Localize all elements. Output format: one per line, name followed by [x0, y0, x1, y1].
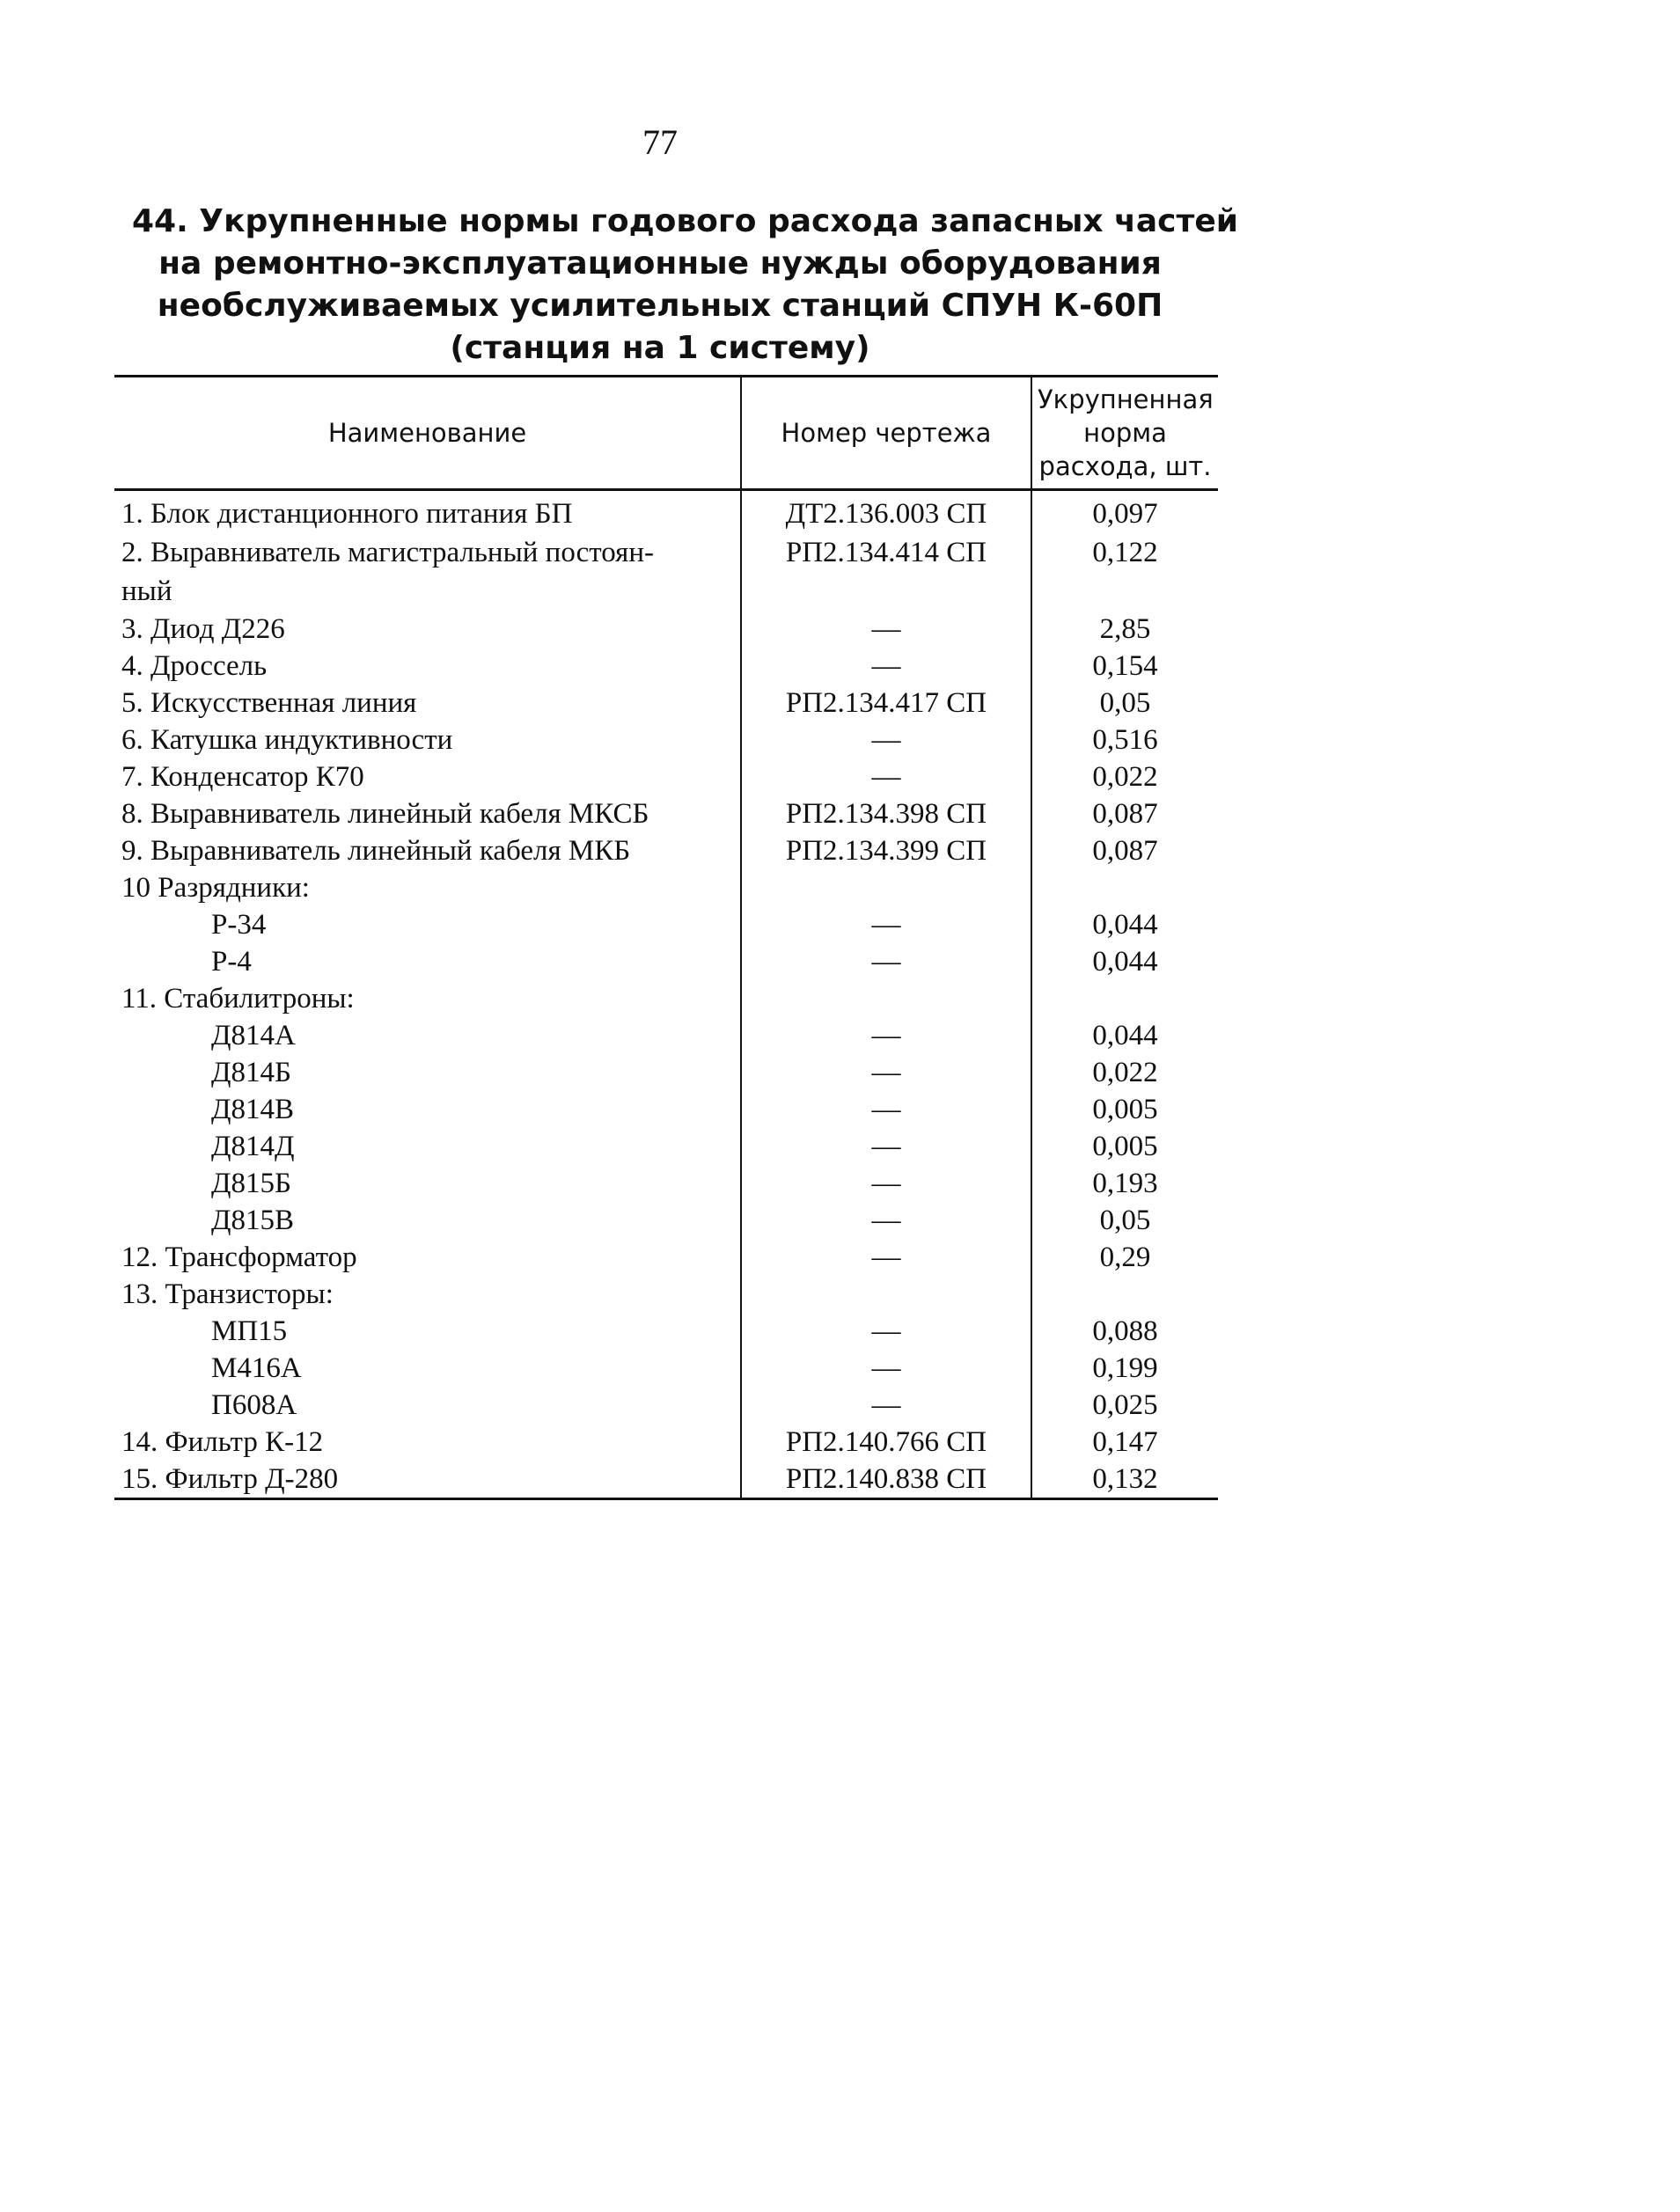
- cell-name: Д814В: [211, 1094, 295, 1125]
- cell-drawing: [741, 980, 1031, 1017]
- cell-norm: [1031, 980, 1218, 1017]
- table-header-row: [114, 377, 1218, 490]
- cell-drawing: [741, 869, 1031, 906]
- cell-norm: 0,025: [1031, 1387, 1218, 1424]
- cell-norm: 0,044: [1031, 943, 1218, 980]
- cell-name: 8. Выравниватель линейный кабеля МКСБ: [121, 798, 649, 830]
- cell-norm: [1031, 1276, 1218, 1313]
- cell-name: 4. Дроссель: [121, 650, 268, 682]
- cell-name: 1. Блок дистанционного питания БП: [121, 498, 573, 530]
- cell-norm: 0,097: [1031, 490, 1218, 534]
- table-row: [114, 980, 1218, 1017]
- spare-parts-table: [114, 375, 1218, 1500]
- cell-drawing: —: [741, 906, 1031, 943]
- cell-norm: 0,044: [1031, 1017, 1218, 1054]
- header-norm-line: норма: [1083, 418, 1167, 448]
- cell-name: 10 Разрядники:: [121, 872, 310, 904]
- cell-drawing: —: [741, 648, 1031, 685]
- table-row: [114, 1424, 1218, 1461]
- title-line: 44. Укрупненные нормы годового расхода запасных частей: [132, 203, 1238, 239]
- page-number: 77: [642, 122, 678, 162]
- title-line: (станция на 1 систему): [450, 330, 870, 366]
- header-norm-line: расхода, шт.: [1038, 451, 1212, 481]
- cell-norm: 0,005: [1031, 1091, 1218, 1128]
- cell-drawing: РП2.134.399 СП: [741, 832, 1031, 869]
- header-norm-line: Укрупненная: [1038, 385, 1214, 414]
- table-row: [114, 648, 1218, 685]
- cell-drawing: —: [741, 1387, 1031, 1424]
- cell-name: [114, 533, 741, 611]
- header-norm: [1031, 377, 1218, 490]
- cell-drawing: —: [741, 1128, 1031, 1165]
- cell-name: Д814А: [211, 1020, 296, 1051]
- cell-norm: 0,087: [1031, 832, 1218, 869]
- table-row: [114, 1165, 1218, 1202]
- table-row: [114, 906, 1218, 943]
- cell-drawing: —: [741, 758, 1031, 795]
- table-row: [114, 1054, 1218, 1091]
- cell-norm: 0,132: [1031, 1461, 1218, 1499]
- table-row: [114, 490, 1218, 534]
- table-row: [114, 869, 1218, 906]
- table-row: [114, 943, 1218, 980]
- cell-drawing: РП2.134.398 СП: [741, 795, 1031, 832]
- cell-drawing: —: [741, 611, 1031, 648]
- cell-drawing: —: [741, 1239, 1031, 1276]
- cell-drawing: —: [741, 1165, 1031, 1202]
- cell-drawing: —: [741, 1017, 1031, 1054]
- cell-norm: 0,022: [1031, 1054, 1218, 1091]
- cell-name: Р-4: [211, 946, 252, 978]
- cell-norm: 0,199: [1031, 1350, 1218, 1387]
- table-row: [114, 533, 1218, 611]
- title-line: на ремонтно-эксплуатационные нужды оборудования: [158, 245, 1162, 282]
- cell-drawing: РП2.134.414 СП: [741, 533, 1031, 611]
- cell-norm: 0,147: [1031, 1424, 1218, 1461]
- cell-name: 12. Трансформатор: [121, 1242, 357, 1273]
- cell-drawing: —: [741, 1350, 1031, 1387]
- cell-drawing: —: [741, 1202, 1031, 1239]
- cell-drawing: —: [741, 943, 1031, 980]
- cell-name: Д814Б: [211, 1057, 291, 1088]
- cell-norm: 2,85: [1031, 611, 1218, 648]
- cell-norm: 0,088: [1031, 1313, 1218, 1350]
- cell-drawing: РП2.140.838 СП: [741, 1461, 1031, 1499]
- cell-drawing: —: [741, 1091, 1031, 1128]
- cell-name: 5. Искусственная линия: [121, 687, 417, 719]
- cell-norm: [1031, 869, 1218, 906]
- cell-norm: 0,087: [1031, 795, 1218, 832]
- title-line: необслуживаемых усилительных станций СПУН К-60П: [157, 288, 1163, 324]
- cell-name: МП15: [211, 1315, 288, 1347]
- cell-norm: 0,154: [1031, 648, 1218, 685]
- cell-name: Д815В: [211, 1205, 295, 1236]
- table-row: [114, 1350, 1218, 1387]
- table-row: [114, 1128, 1218, 1165]
- cell-name: Д815Б: [211, 1168, 291, 1199]
- cell-norm: 0,193: [1031, 1165, 1218, 1202]
- table-row: [114, 758, 1218, 795]
- cell-name: Р-34: [211, 909, 267, 941]
- table-row: [114, 795, 1218, 832]
- table-row: [114, 1461, 1218, 1499]
- cell-drawing: —: [741, 1054, 1031, 1091]
- cell-drawing: [741, 1276, 1031, 1313]
- header-drawing-number: Номер чертежа: [741, 377, 1031, 490]
- cell-name: 7. Конденсатор К70: [121, 761, 364, 793]
- cell-drawing: —: [741, 1313, 1031, 1350]
- cell-name: 13. Транзисторы:: [121, 1278, 334, 1310]
- table-row: [114, 1202, 1218, 1239]
- cell-name: 15. Фильтр Д-280: [114, 1461, 741, 1499]
- table-row: [114, 832, 1218, 869]
- cell-norm: 0,044: [1031, 906, 1218, 943]
- cell-norm: 0,29: [1031, 1239, 1218, 1276]
- cell-drawing: ДТ2.136.003 СП: [741, 490, 1031, 534]
- cell-name-line: ный: [121, 575, 172, 607]
- table-row: [114, 611, 1218, 648]
- table-row: [114, 1091, 1218, 1128]
- table-row: [114, 685, 1218, 721]
- cell-name-line: 2. Выравниватель магистральный постоян-: [121, 537, 654, 568]
- cell-name: 14. Фильтр К-12: [121, 1426, 324, 1458]
- table-row: [114, 1387, 1218, 1424]
- cell-norm: 0,05: [1031, 1202, 1218, 1239]
- cell-name: Д814Д: [211, 1131, 295, 1162]
- table-row: [114, 1017, 1218, 1054]
- cell-name: 3. Диод Д226: [121, 613, 285, 645]
- cell-name: М416А: [211, 1352, 302, 1384]
- table-row: [114, 1239, 1218, 1276]
- cell-name: 11. Стабилитроны:: [121, 983, 355, 1014]
- cell-norm: 0,516: [1031, 721, 1218, 758]
- cell-name: 9. Выравниватель линейный кабеля МКБ: [121, 835, 631, 867]
- cell-drawing: РП2.134.417 СП: [741, 685, 1031, 721]
- table-row: [114, 1313, 1218, 1350]
- cell-norm: 0,122: [1031, 533, 1218, 611]
- cell-drawing: —: [741, 721, 1031, 758]
- cell-norm: 0,005: [1031, 1128, 1218, 1165]
- cell-norm: 0,05: [1031, 685, 1218, 721]
- header-name: Наименование: [327, 418, 527, 448]
- table-title: [132, 201, 1238, 370]
- cell-norm: 0,022: [1031, 758, 1218, 795]
- table-row: [114, 721, 1218, 758]
- cell-name: П608А: [211, 1389, 297, 1421]
- table-row: [114, 1276, 1218, 1313]
- cell-name: 6. Катушка индуктивности: [121, 724, 453, 756]
- cell-drawing: РП2.140.766 СП: [741, 1424, 1031, 1461]
